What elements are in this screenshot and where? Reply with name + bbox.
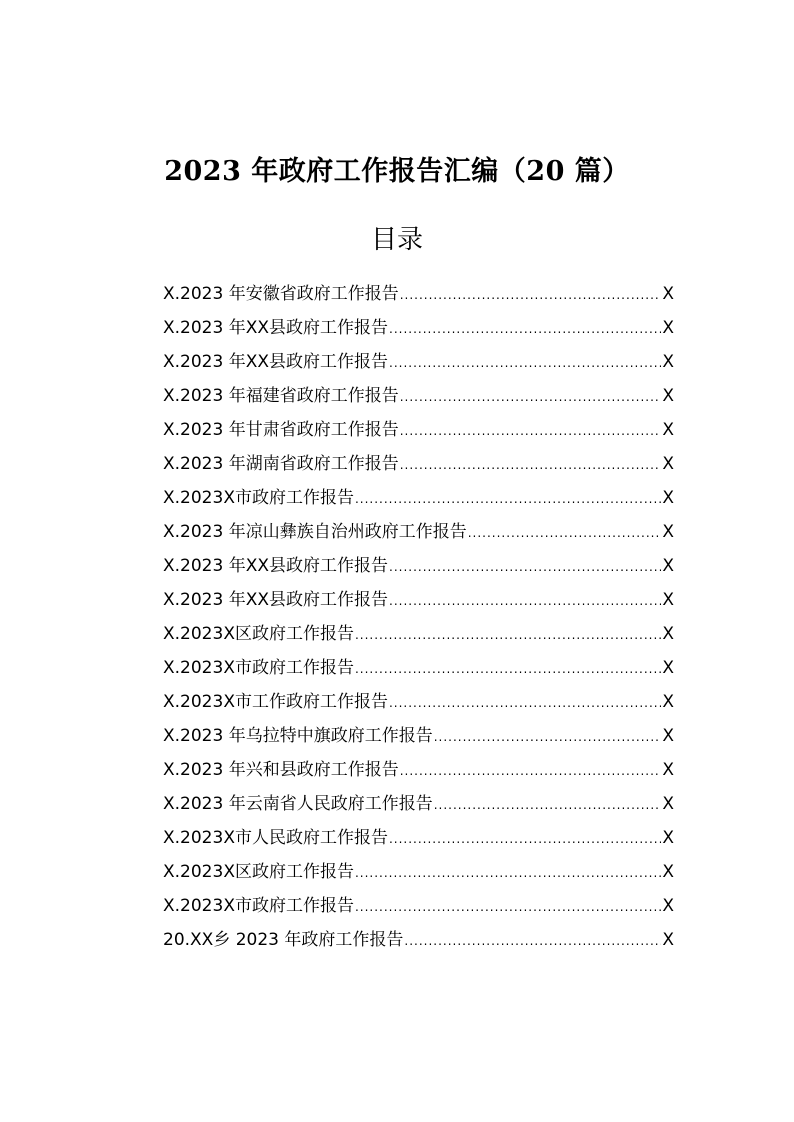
toc-dot-leader: [355, 482, 661, 516]
toc-dot-leader: [400, 414, 662, 448]
toc-dot-leader: [400, 754, 662, 788]
toc-entry-page-number: X: [662, 420, 674, 440]
toc-entry[interactable]: [163, 855, 674, 889]
toc-entry-page-number: X: [662, 556, 674, 576]
toc-entry-page-number: X: [662, 318, 674, 338]
toc-entry-title: X.2023 年XX县政府工作报告: [163, 352, 389, 372]
toc-entry[interactable]: [163, 549, 674, 583]
toc-entry-title: 20.XX乡 2023 年政府工作报告: [163, 930, 404, 950]
toc-entry-page-number: X: [662, 590, 674, 610]
toc-entry[interactable]: [163, 277, 674, 311]
toc-entry-title: X.2023 年甘肃省政府工作报告: [163, 420, 399, 440]
toc-entry-title: X.2023 年乌拉特中旗政府工作报告: [163, 726, 433, 746]
toc-entry[interactable]: [163, 923, 674, 957]
toc-dot-leader: [434, 788, 662, 822]
toc-entry-title: X.2023X区政府工作报告: [163, 624, 354, 644]
toc-entry[interactable]: [163, 821, 674, 855]
toc-entry[interactable]: [163, 583, 674, 617]
toc-entry-page-number: X: [662, 522, 674, 542]
toc-heading: 目录: [370, 225, 423, 255]
toc-entry[interactable]: [163, 413, 674, 447]
toc-entry[interactable]: [163, 447, 674, 481]
toc-entry-page-number: X: [662, 352, 674, 372]
toc-entry[interactable]: [163, 719, 674, 753]
toc-dot-leader: [389, 550, 661, 584]
toc-entry-page-number: X: [662, 488, 674, 508]
toc-entry-title: X.2023 年福建省政府工作报告: [163, 386, 399, 406]
toc-dot-leader: [389, 822, 661, 856]
toc-entry-title: X.2023X市政府工作报告: [163, 896, 354, 916]
toc-entry[interactable]: [163, 753, 674, 787]
toc-entry[interactable]: [163, 311, 674, 345]
toc-entry-page-number: X: [662, 658, 674, 678]
toc-entry-page-number: X: [662, 828, 674, 848]
toc-dot-leader: [400, 278, 662, 312]
toc-dot-leader: [400, 448, 662, 482]
document-title: 2023 年政府工作报告汇编（20 篇）: [164, 156, 630, 188]
toc-entry-page-number: X: [662, 930, 674, 950]
toc-dot-leader: [434, 720, 662, 754]
toc-entry-page-number: X: [662, 726, 674, 746]
toc-entry-title: X.2023 年凉山彝族自治州政府工作报告: [163, 522, 467, 542]
toc-entry[interactable]: [163, 617, 674, 651]
toc-dot-leader: [400, 380, 662, 414]
toc-entry-page-number: X: [662, 284, 674, 304]
toc-dot-leader: [404, 924, 661, 958]
toc-entry[interactable]: [163, 651, 674, 685]
toc-dot-leader: [355, 856, 661, 890]
toc-entry-title: X.2023X市政府工作报告: [163, 658, 354, 678]
toc-entry-title: X.2023 年XX县政府工作报告: [163, 590, 389, 610]
toc-entry[interactable]: [163, 889, 674, 923]
toc-entry[interactable]: [163, 379, 674, 413]
toc-entry-page-number: X: [662, 896, 674, 916]
toc-entry-page-number: X: [662, 862, 674, 882]
toc-entry[interactable]: [163, 515, 674, 549]
toc-dot-leader: [355, 652, 661, 686]
toc-entry-page-number: X: [662, 386, 674, 406]
toc-dot-leader: [389, 584, 661, 618]
toc-entry-title: X.2023X市政府工作报告: [163, 488, 354, 508]
toc-entry-page-number: X: [662, 794, 674, 814]
toc-entry-title: X.2023X市工作政府工作报告: [163, 692, 388, 712]
toc-dot-leader: [355, 890, 661, 924]
toc-entry[interactable]: [163, 787, 674, 821]
toc-entry-title: X.2023 年兴和县政府工作报告: [163, 760, 399, 780]
toc-entry-page-number: X: [662, 624, 674, 644]
toc-dot-leader: [389, 686, 661, 720]
toc-entry-title: X.2023 年XX县政府工作报告: [163, 318, 389, 338]
toc-entry[interactable]: [163, 481, 674, 515]
toc-dot-leader: [389, 346, 661, 380]
toc-dot-leader: [389, 312, 661, 346]
toc-entry[interactable]: [163, 345, 674, 379]
toc-entry-page-number: X: [662, 760, 674, 780]
toc-entry-title: X.2023 年安徽省政府工作报告: [163, 284, 399, 304]
toc-entry[interactable]: [163, 685, 674, 719]
table-of-contents: [163, 277, 674, 957]
toc-entry-title: X.2023 年云南省人民政府工作报告: [163, 794, 433, 814]
toc-entry-page-number: X: [662, 454, 674, 474]
toc-entry-title: X.2023 年XX县政府工作报告: [163, 556, 389, 576]
toc-dot-leader: [355, 618, 661, 652]
toc-entry-title: X.2023 年湖南省政府工作报告: [163, 454, 399, 474]
toc-entry-title: X.2023X区政府工作报告: [163, 862, 354, 882]
toc-entry-title: X.2023X市人民政府工作报告: [163, 828, 388, 848]
toc-dot-leader: [468, 516, 662, 550]
toc-entry-page-number: X: [662, 692, 674, 712]
